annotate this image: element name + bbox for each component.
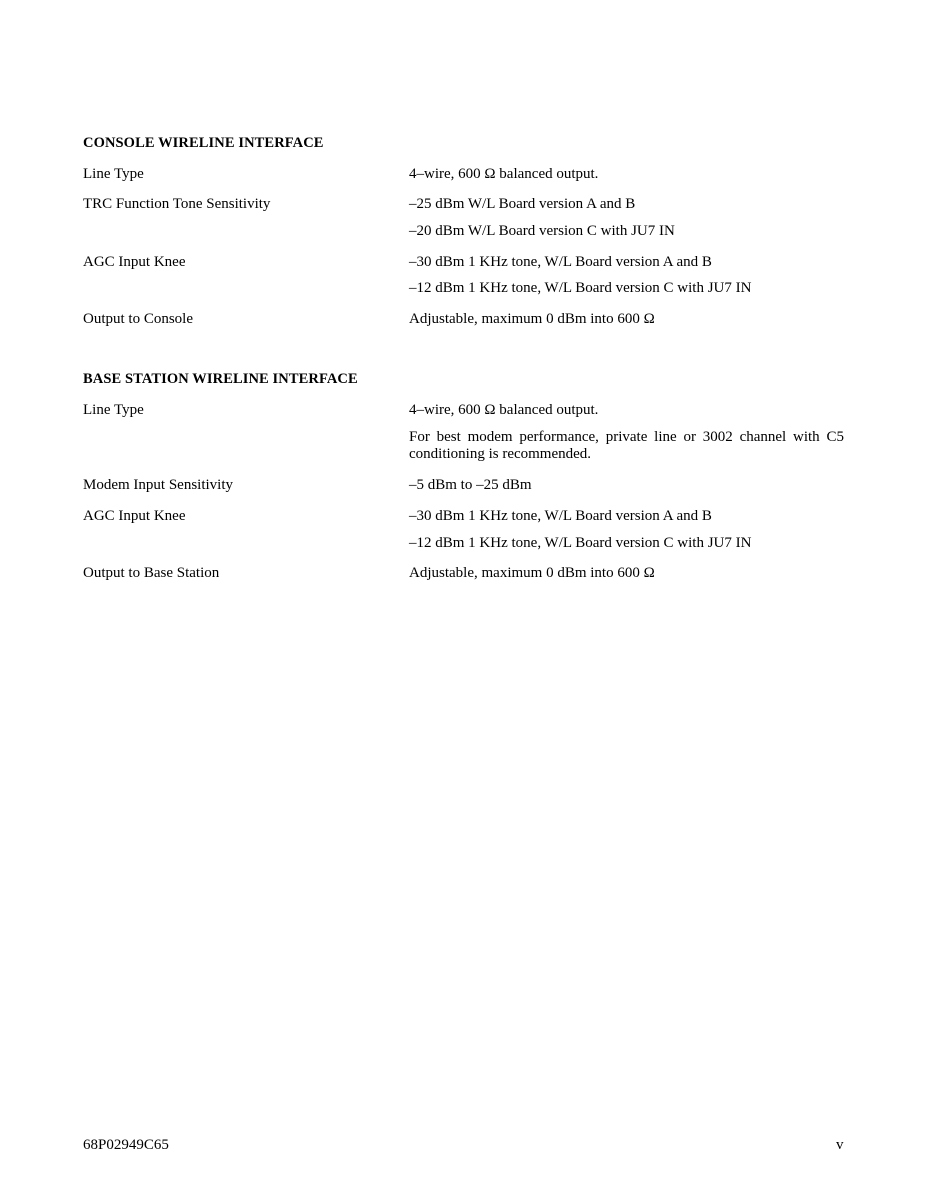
section-heading-console-wireline: CONSOLE WIRELINE INTERFACE — [83, 135, 324, 151]
spec-value-output-console: Adjustable, maximum 0 dBm into 600 Ω — [409, 311, 655, 327]
spec-label-output-base-station: Output to Base Station — [83, 565, 220, 581]
spec-label-agc-knee: AGC Input Knee — [83, 254, 186, 270]
spec-value-modem-recommendation: For best modem performance, private line or 3002 channel with C5 conditioning is recommended. — [409, 429, 844, 462]
footer-page-number: v — [836, 1137, 844, 1153]
spec-value-line-type: 4–wire, 600 Ω balanced output. — [409, 166, 599, 182]
spec-value-agc-knee-ab: –30 dBm 1 KHz tone, W/L Board version A and B — [409, 508, 712, 524]
spec-label-agc-knee: AGC Input Knee — [83, 508, 186, 524]
spec-label-line-type: Line Type — [83, 166, 144, 182]
spec-label-trc-sensitivity: TRC Function Tone Sensitivity — [83, 196, 271, 212]
spec-value-agc-knee-c: –12 dBm 1 KHz tone, W/L Board version C with JU7 IN — [409, 280, 752, 296]
spec-label-line-type: Line Type — [83, 402, 144, 418]
spec-value-trc-sensitivity-ab: –25 dBm W/L Board version A and B — [409, 196, 636, 212]
spec-value-agc-knee-c: –12 dBm 1 KHz tone, W/L Board version C with JU7 IN — [409, 535, 752, 551]
spec-label-modem-sensitivity: Modem Input Sensitivity — [83, 477, 233, 493]
spec-value-output-base-station: Adjustable, maximum 0 dBm into 600 Ω — [409, 565, 655, 581]
spec-value-modem-sensitivity: –5 dBm to –25 dBm — [409, 477, 532, 493]
spec-value-agc-knee-ab: –30 dBm 1 KHz tone, W/L Board version A and B — [409, 254, 712, 270]
spec-value-line-type: 4–wire, 600 Ω balanced output. — [409, 402, 599, 418]
footer-doc-number: 68P02949C65 — [83, 1137, 169, 1153]
spec-value-trc-sensitivity-c: –20 dBm W/L Board version C with JU7 IN — [409, 223, 675, 239]
spec-label-output-console: Output to Console — [83, 311, 194, 327]
section-heading-base-station-wireline: BASE STATION WIRELINE INTERFACE — [83, 371, 358, 387]
